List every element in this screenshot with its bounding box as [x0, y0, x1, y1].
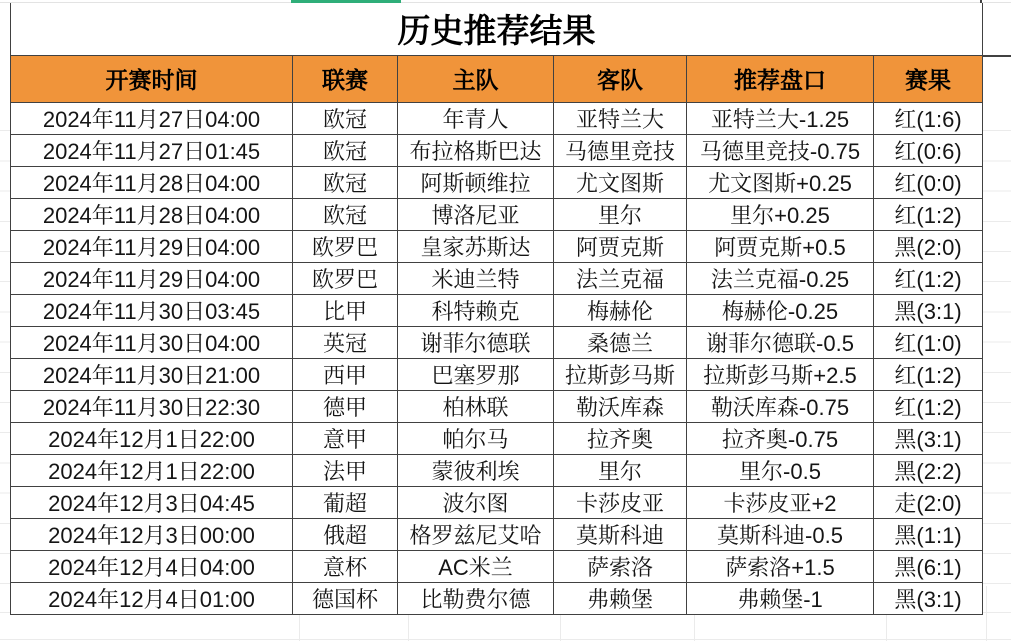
cell-result[interactable]: 红(1:0) [874, 326, 983, 358]
cell-away-team[interactable]: 莫斯科迪 [554, 518, 687, 550]
cell-away-team[interactable]: 拉齐奥 [554, 422, 687, 454]
cell-home-team[interactable]: 波尔图 [398, 486, 554, 518]
cell-kickoff-time[interactable]: 2024年11月29日04:00 [11, 262, 293, 294]
table-row [11, 582, 983, 614]
cell-league[interactable]: 英冠 [293, 326, 398, 358]
cell-result[interactable]: 黑(3:1) [874, 422, 983, 454]
table-row [11, 518, 983, 550]
cell-result[interactable]: 红(1:2) [874, 198, 983, 230]
cell-away-team[interactable]: 法兰克福 [554, 262, 687, 294]
cell-home-team[interactable]: 博洛尼亚 [398, 198, 554, 230]
cell-home-team[interactable]: 帕尔马 [398, 422, 554, 454]
cell-kickoff-time[interactable]: 2024年12月4日04:00 [11, 550, 293, 582]
top-green-accent-bar [291, 0, 401, 3]
cell-away-team[interactable]: 亚特兰大 [554, 102, 687, 134]
table-row [11, 134, 983, 166]
col-header-home-team[interactable]: 主队 [398, 55, 554, 102]
cell-kickoff-time[interactable]: 2024年12月1日22:00 [11, 422, 293, 454]
table-row [11, 486, 983, 518]
cell-kickoff-time[interactable]: 2024年11月30日22:30 [11, 390, 293, 422]
cell-handicap[interactable]: 莫斯科迪-0.5 [687, 518, 874, 550]
cell-kickoff-time[interactable]: 2024年11月30日03:45 [11, 294, 293, 326]
cell-league[interactable]: 西甲 [293, 358, 398, 390]
cell-home-team[interactable]: 柏林联 [398, 390, 554, 422]
col-header-handicap[interactable]: 推荐盘口 [687, 55, 874, 102]
table-row [11, 326, 983, 358]
gridline-vertical [986, 586, 987, 641]
cell-league[interactable]: 葡超 [293, 486, 398, 518]
cell-away-team[interactable]: 勒沃库森 [554, 390, 687, 422]
cell-away-team[interactable]: 萨索洛 [554, 550, 687, 582]
cell-league[interactable]: 意杯 [293, 550, 398, 582]
table-row [11, 166, 983, 198]
cell-home-team[interactable]: 巴塞罗那 [398, 358, 554, 390]
col-header-league[interactable]: 联赛 [293, 55, 398, 102]
cell-home-team[interactable]: 科特赖克 [398, 294, 554, 326]
cell-home-team[interactable]: 比勒费尔德 [398, 582, 554, 614]
cell-handicap[interactable]: 亚特兰大-1.25 [687, 102, 874, 134]
cell-kickoff-time[interactable]: 2024年11月28日04:00 [11, 166, 293, 198]
col-header-kickoff-time[interactable]: 开赛时间 [11, 55, 293, 102]
cell-result[interactable]: 黑(6:1) [874, 550, 983, 582]
table-row [11, 358, 983, 390]
cell-result[interactable]: 黑(2:2) [874, 454, 983, 486]
cell-result[interactable]: 黑(3:1) [874, 294, 983, 326]
cell-away-team[interactable]: 阿贾克斯 [554, 230, 687, 262]
cell-home-team[interactable]: 格罗兹尼艾哈 [398, 518, 554, 550]
cell-kickoff-time[interactable]: 2024年11月28日04:00 [11, 198, 293, 230]
cell-result[interactable]: 红(0:6) [874, 134, 983, 166]
cell-league[interactable]: 欧冠 [293, 166, 398, 198]
col-header-away-team[interactable]: 客队 [554, 55, 687, 102]
cell-handicap[interactable]: 里尔-0.5 [687, 454, 874, 486]
table-row [11, 454, 983, 486]
cell-home-team[interactable]: 年青人 [398, 102, 554, 134]
cell-away-team[interactable]: 里尔 [554, 198, 687, 230]
cell-league[interactable]: 法甲 [293, 454, 398, 486]
cell-league[interactable]: 德甲 [293, 390, 398, 422]
cell-home-team[interactable]: 蒙彼利埃 [398, 454, 554, 486]
cell-kickoff-time[interactable]: 2024年11月27日01:45 [11, 134, 293, 166]
cell-league[interactable]: 欧冠 [293, 198, 398, 230]
results-table [10, 3, 983, 615]
cell-result[interactable]: 走(2:0) [874, 486, 983, 518]
table-body [11, 102, 983, 614]
cell-kickoff-time[interactable]: 2024年12月4日01:00 [11, 582, 293, 614]
cell-kickoff-time[interactable]: 2024年11月29日04:00 [11, 230, 293, 262]
cell-result[interactable]: 红(0:0) [874, 166, 983, 198]
cell-kickoff-time[interactable]: 2024年12月3日04:45 [11, 486, 293, 518]
cell-result[interactable]: 黑(2:0) [874, 230, 983, 262]
cell-away-team[interactable]: 里尔 [554, 454, 687, 486]
col-header-result[interactable]: 赛果 [874, 55, 983, 102]
header-top-border-extension [982, 55, 1011, 57]
cell-league[interactable]: 欧罗巴 [293, 230, 398, 262]
cell-league[interactable]: 欧罗巴 [293, 262, 398, 294]
title-row [11, 3, 983, 55]
cell-kickoff-time[interactable]: 2024年12月3日00:00 [11, 518, 293, 550]
cell-handicap[interactable]: 拉齐奥-0.75 [687, 422, 874, 454]
cell-handicap[interactable]: 梅赫伦-0.25 [687, 294, 874, 326]
cell-result[interactable]: 红(1:2) [874, 390, 983, 422]
cell-league[interactable]: 俄超 [293, 518, 398, 550]
table-row [11, 550, 983, 582]
cell-handicap[interactable]: 阿贾克斯+0.5 [687, 230, 874, 262]
table-row [11, 294, 983, 326]
table-row [11, 422, 983, 454]
header-row [11, 55, 983, 102]
left-gridline-strip [0, 101, 10, 586]
cell-home-team[interactable]: 阿斯顿维拉 [398, 166, 554, 198]
cell-handicap[interactable]: 法兰克福-0.25 [687, 262, 874, 294]
cell-kickoff-time[interactable]: 2024年11月27日04:00 [11, 102, 293, 134]
cell-home-team[interactable]: 布拉格斯巴达 [398, 134, 554, 166]
right-gridline-strip [983, 101, 1011, 586]
cell-league[interactable]: 比甲 [293, 294, 398, 326]
cell-away-team[interactable]: 马德里竞技 [554, 134, 687, 166]
cell-away-team[interactable]: 梅赫伦 [554, 294, 687, 326]
cell-handicap[interactable]: 谢菲尔德联-0.5 [687, 326, 874, 358]
cell-result[interactable]: 黑(1:1) [874, 518, 983, 550]
cell-result[interactable]: 红(1:2) [874, 358, 983, 390]
cell-handicap[interactable]: 马德里竞技-0.75 [687, 134, 874, 166]
cell-handicap[interactable]: 卡莎皮亚+2 [687, 486, 874, 518]
cell-league[interactable]: 欧冠 [293, 102, 398, 134]
cell-home-team[interactable]: AC米兰 [398, 550, 554, 582]
cell-handicap[interactable]: 弗赖堡-1 [687, 582, 874, 614]
cell-handicap[interactable]: 尤文图斯+0.25 [687, 166, 874, 198]
cell-league[interactable]: 德国杯 [293, 582, 398, 614]
cell-league[interactable]: 欧冠 [293, 134, 398, 166]
cell-handicap[interactable]: 里尔+0.25 [687, 198, 874, 230]
gridline-horizontal [0, 639, 1011, 640]
cell-home-team[interactable]: 皇家苏斯达 [398, 230, 554, 262]
cell-away-team[interactable]: 尤文图斯 [554, 166, 687, 198]
cell-result[interactable]: 黑(3:1) [874, 582, 983, 614]
cell-kickoff-time[interactable]: 2024年12月1日22:00 [11, 454, 293, 486]
cell-result[interactable]: 红(1:6) [874, 102, 983, 134]
cell-away-team[interactable]: 弗赖堡 [554, 582, 687, 614]
cell-handicap[interactable]: 拉斯彭马斯+2.5 [687, 358, 874, 390]
table-row [11, 390, 983, 422]
cell-kickoff-time[interactable]: 2024年11月30日04:00 [11, 326, 293, 358]
cell-league[interactable]: 意甲 [293, 422, 398, 454]
cell-kickoff-time[interactable]: 2024年11月30日21:00 [11, 358, 293, 390]
table-row [11, 262, 983, 294]
cell-away-team[interactable]: 拉斯彭马斯 [554, 358, 687, 390]
page-title: 历史推荐结果 [11, 3, 983, 55]
cell-handicap[interactable]: 萨索洛+1.5 [687, 550, 874, 582]
cell-away-team[interactable]: 卡莎皮亚 [554, 486, 687, 518]
table-row [11, 230, 983, 262]
cell-home-team[interactable]: 谢菲尔德联 [398, 326, 554, 358]
cell-result[interactable]: 红(1:2) [874, 262, 983, 294]
cell-home-team[interactable]: 米迪兰特 [398, 262, 554, 294]
table-row [11, 198, 983, 230]
table-row [11, 102, 983, 134]
cell-handicap[interactable]: 勒沃库森-0.75 [687, 390, 874, 422]
cell-away-team[interactable]: 桑德兰 [554, 326, 687, 358]
